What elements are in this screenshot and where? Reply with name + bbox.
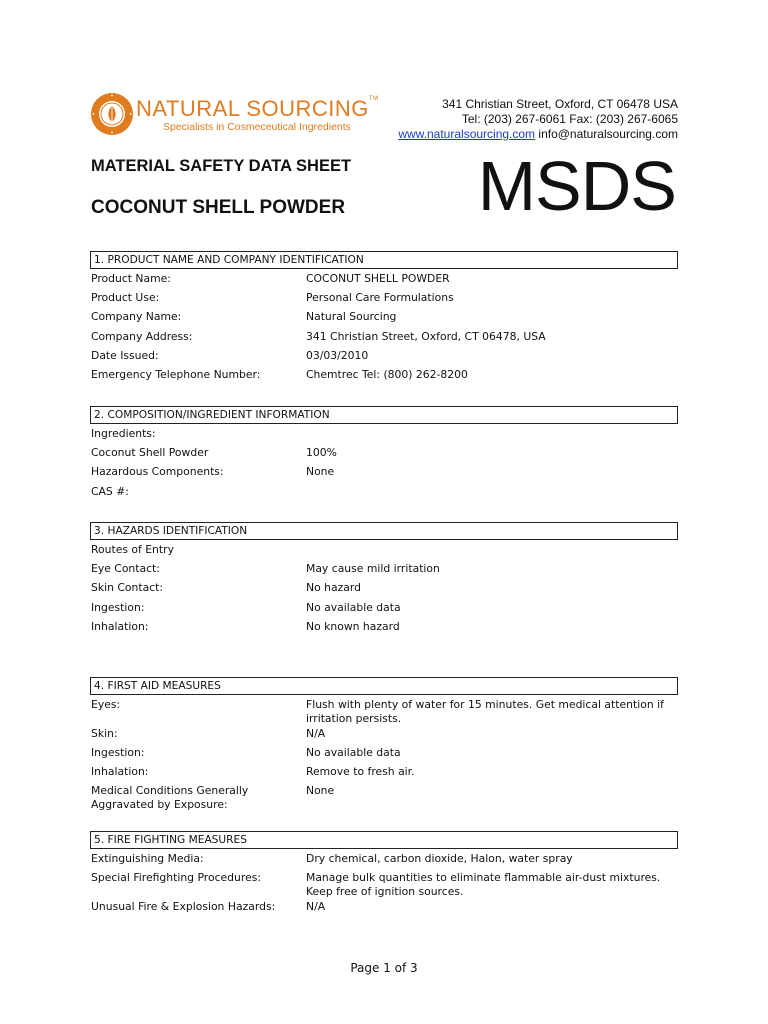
row-value: 100% <box>306 446 337 459</box>
row-value: 03/03/2010 <box>306 349 369 362</box>
row-value: No known hazard <box>306 620 400 633</box>
website-link[interactable]: www.naturalsourcing.com <box>398 127 536 141</box>
section-product-identification <box>90 251 678 381</box>
section-heading: 4. FIRST AID MEASURES <box>90 677 678 695</box>
section-heading: 5. FIRE FIGHTING MEASURES <box>90 831 678 849</box>
company-contact <box>398 97 678 142</box>
section-heading: 3. HAZARDS IDENTIFICATION <box>90 522 678 540</box>
row-label: Product Name: <box>91 272 171 285</box>
row-value: Natural Sourcing <box>306 310 397 323</box>
row-value: No hazard <box>306 581 361 594</box>
row-value: Dry chemical, carbon dioxide, Halon, water spray <box>306 852 573 865</box>
company-phone-fax: Tel: (203) 267-6061 Fax: (203) 267-6065 <box>461 112 678 126</box>
row-label: Eyes: <box>91 698 121 711</box>
company-address: 341 Christian Street, Oxford, CT 06478 USA <box>442 97 678 111</box>
row-value: None <box>306 465 335 478</box>
msds-badge: MSDS <box>477 147 676 225</box>
row-label: Date Issued: <box>91 349 159 362</box>
section-heading: 2. COMPOSITION/INGREDIENT INFORMATION <box>90 406 678 424</box>
page-number: Page 1 of 3 <box>350 961 418 975</box>
row-label: Coconut Shell Powder <box>91 446 209 459</box>
row-value: N/A <box>306 900 326 913</box>
product-title: COCONUT SHELL POWDER <box>91 197 346 218</box>
row-label: Ingestion: <box>91 601 145 614</box>
row-value: None <box>306 784 335 797</box>
leaf-seal-icon <box>90 92 134 136</box>
row-value: No available data <box>306 746 401 759</box>
company-email: info@naturalsourcing.com <box>538 127 678 141</box>
section-composition <box>90 406 678 498</box>
row-label: Ingredients: <box>91 427 156 440</box>
row-value: Personal Care Formulations <box>306 291 454 304</box>
document-title: MATERIAL SAFETY DATA SHEET <box>91 157 352 175</box>
row-label: Company Address: <box>91 330 193 343</box>
row-label: CAS #: <box>91 485 129 498</box>
row-label: Product Use: <box>91 291 160 304</box>
row-label: Inhalation: <box>91 620 149 633</box>
row-label: Ingestion: <box>91 746 145 759</box>
row-label: Skin: <box>91 727 118 740</box>
row-value: COCONUT SHELL POWDER <box>306 272 450 285</box>
row-value: Chemtrec Tel: (800) 262-8200 <box>306 368 468 381</box>
row-value: N/A <box>306 727 326 740</box>
row-label: Eye Contact: <box>91 562 160 575</box>
row-label: Hazardous Components: <box>91 465 224 478</box>
brand-name: NATURAL SOURCING™ <box>136 96 379 121</box>
company-web-email <box>398 127 678 142</box>
company-logo <box>90 92 134 136</box>
section-hazards <box>90 522 678 633</box>
row-value: May cause mild irritation <box>306 562 440 575</box>
brand-tagline: Specialists in Cosmeceutical Ingredients <box>163 121 351 133</box>
row-value: No available data <box>306 601 401 614</box>
row-label: Emergency Telephone Number: <box>91 368 261 381</box>
row-label: Special Firefighting Procedures: <box>91 871 261 884</box>
section-heading: 1. PRODUCT NAME AND COMPANY IDENTIFICATION <box>90 251 678 269</box>
row-value: Flush with plenty of water for 15 minutes. Get medical attention if irritation persists. <box>306 698 664 725</box>
row-label: Company Name: <box>91 310 182 323</box>
section-first-aid <box>90 677 678 811</box>
row-label: Extinguishing Media: <box>91 852 204 865</box>
row-label: Routes of Entry <box>91 543 174 556</box>
row-label: Medical Conditions Generally Aggravated by Exposure: <box>91 784 249 811</box>
row-value: Remove to fresh air. <box>306 765 415 778</box>
row-value: 341 Christian Street, Oxford, CT 06478, USA <box>306 330 546 343</box>
row-label: Unusual Fire & Explosion Hazards: <box>91 900 276 913</box>
row-value: Manage bulk quantities to eliminate flammable air-dust mixtures. Keep free of ignition sources. <box>306 871 661 898</box>
section-fire-fighting <box>90 831 678 913</box>
row-label: Inhalation: <box>91 765 149 778</box>
row-label: Skin Contact: <box>91 581 164 594</box>
